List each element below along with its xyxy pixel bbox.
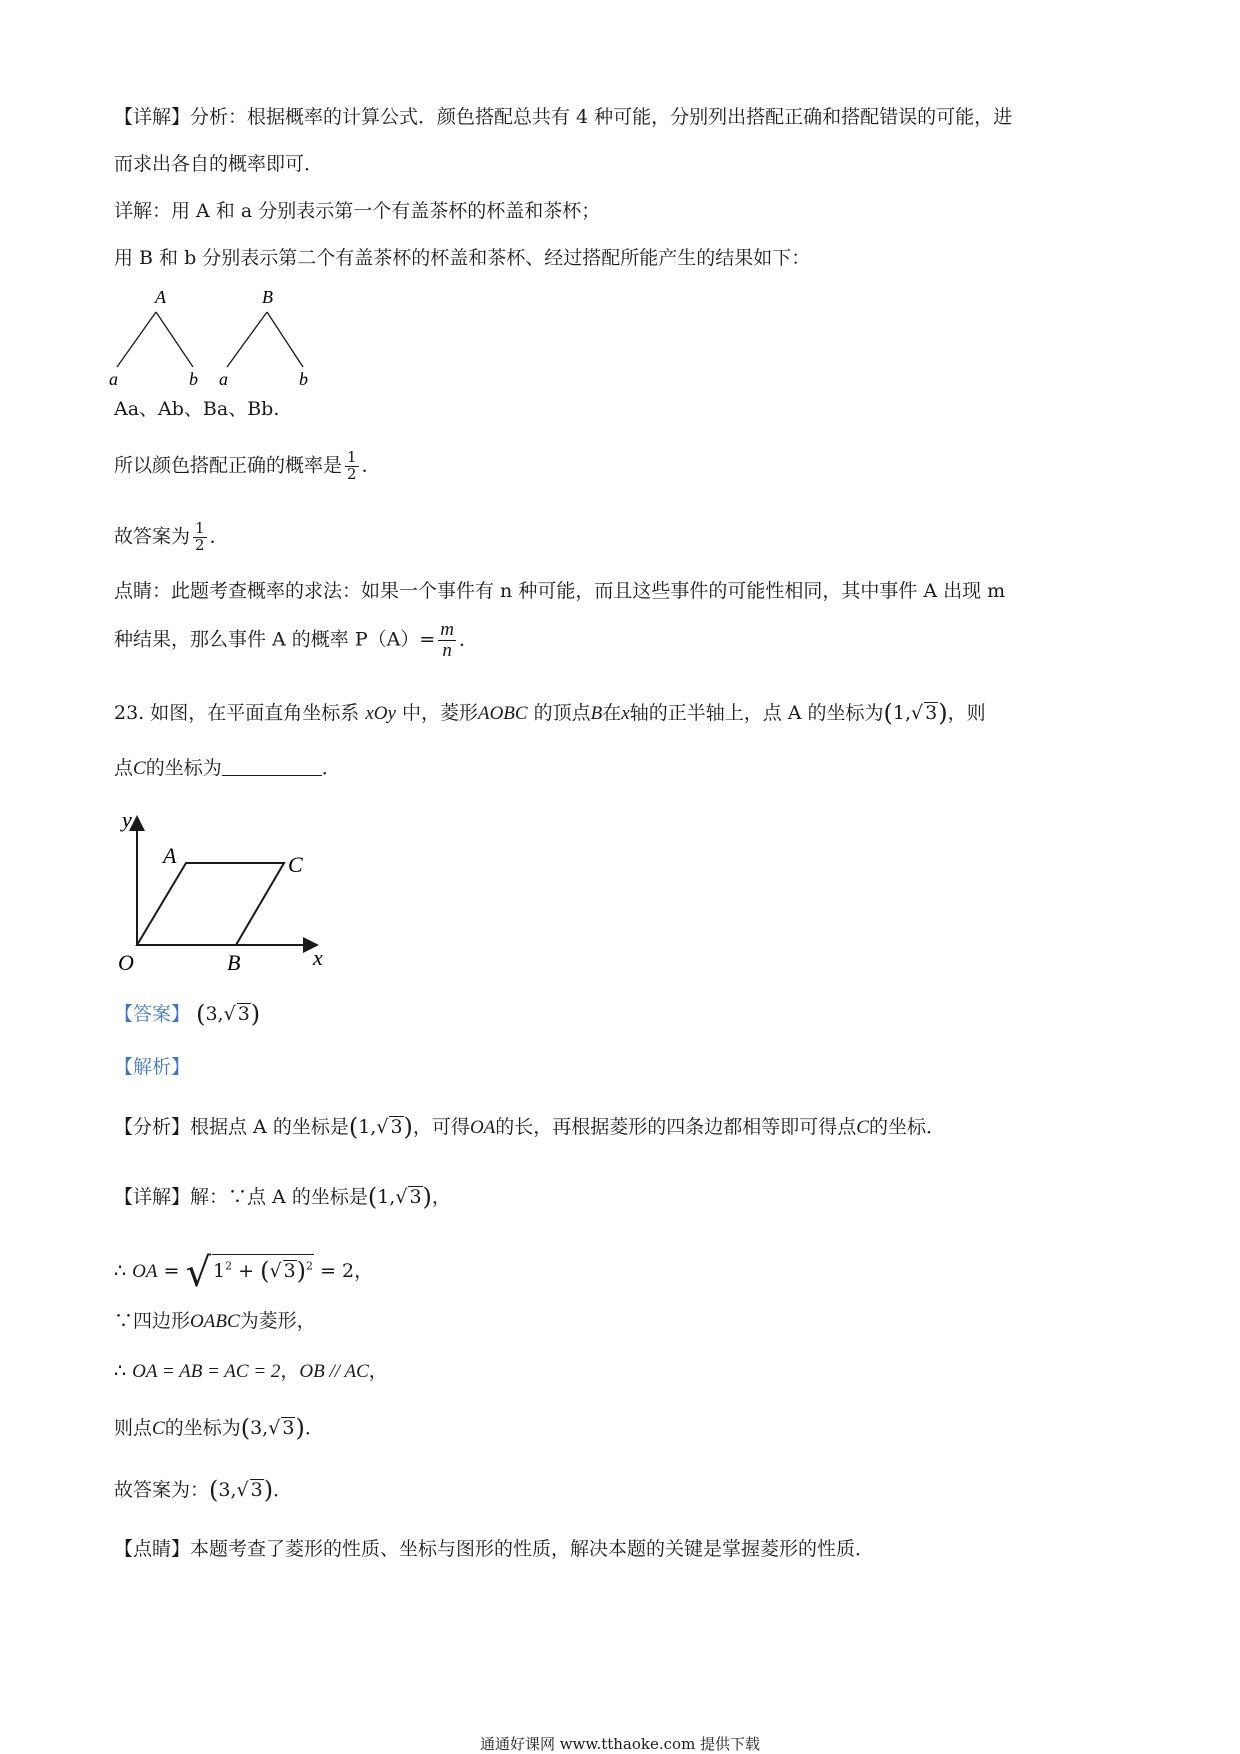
- detail-line-1: 【详解】分析：根据概率的计算公式．颜色搭配总共有 4 种可能，分别列出搭配正确和搭配错误的可能，进: [114, 106, 1013, 128]
- label-C: C: [288, 852, 303, 877]
- result-line: 则点C的坐标为(3,√ 3)．: [114, 1414, 324, 1442]
- label-y: y: [122, 807, 132, 832]
- equality-line: ∴ OA = AB = AC = 2，OB // AC，: [114, 1360, 388, 1382]
- label-A: A: [163, 843, 177, 868]
- outcomes: Aa、Ab、Ba、Bb.: [114, 398, 280, 420]
- tree2-right: b: [299, 369, 308, 389]
- tree1-right: b: [189, 369, 198, 389]
- tree1-left: a: [109, 369, 118, 389]
- footer: 通通好课网 www.tthaoke.com 提供下载: [479, 1735, 761, 1753]
- detail-line-3: 详解：用 A 和 a 分别表示第一个有盖茶杯的杯盖和茶杯；: [114, 200, 601, 222]
- calc-line: ∴ OA = √ $1^2$ + (√ 3)$^2$ = 2，: [114, 1250, 374, 1296]
- detail-23-line: 【详解】解：∵点 A 的坐标是(1,√ 3)，: [114, 1183, 451, 1211]
- tip-line-2: 种结果，那么事件 A 的概率 P（A）= $\frac{m}{n}$ ．: [114, 619, 479, 661]
- answer-half-line: 故答案为 $\frac{1}{2}$ ．: [114, 519, 229, 554]
- rhombus-figure: [110, 805, 335, 980]
- analysis-line: 【分析】根据点 A 的坐标是(1,√ 3)，可得OA的长，再根据菱形的四条边都相等即可得点C的坐标．: [114, 1113, 945, 1141]
- detail-line-4: 用 B 和 b 分别表示第二个有盖茶杯的杯盖和茶杯、经过搭配所能产生的结果如下：: [114, 247, 811, 269]
- rhombus-line: ∵四边形OABC为菱形，: [114, 1310, 316, 1332]
- tree1-top: A: [155, 287, 166, 307]
- detail-line-2: 而求出各自的概率即可．: [114, 153, 324, 175]
- tree2-left: a: [219, 369, 228, 389]
- answer-blank: [222, 757, 322, 776]
- question-23-line-1: 23. 如图，在平面直角坐标系 xOy 中，菱形AOBC 的顶点B在x轴的正半轴上，点 A 的坐标为(1,√ 3)，则: [114, 699, 986, 727]
- question-23-line-2: 点C的坐标为 ．: [114, 757, 341, 779]
- label-B: B: [227, 950, 241, 975]
- tip-line-1: 点睛：此题考查概率的求法：如果一个事件有 n 种可能，而且这些事件的可能性相同，其中事件 A 出现 m: [114, 580, 1006, 602]
- tree-diagram: [105, 282, 335, 394]
- probability-line: 所以颜色搭配正确的概率是 $\frac{1}{2}$ ．: [114, 448, 381, 483]
- label-O: O: [118, 950, 134, 975]
- tip-23-line: 【点睛】本题考查了菱形的性质、坐标与图形的性质，解决本题的关键是掌握菱形的性质．: [114, 1538, 875, 1560]
- final-answer-line: 故答案为：(3,√ 3)．: [114, 1476, 293, 1504]
- analysis-label: 【解析】: [114, 1056, 191, 1078]
- tree2-top: B: [262, 287, 273, 307]
- label-x: x: [313, 945, 323, 970]
- answer-label-line: 【答案】 (3,√ 3): [114, 1000, 261, 1028]
